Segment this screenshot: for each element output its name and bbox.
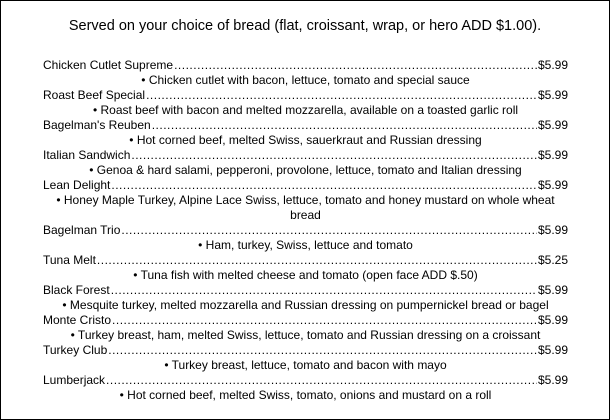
item-line bbox=[43, 178, 568, 193]
dot-leader bbox=[111, 283, 537, 298]
item-line bbox=[43, 223, 568, 238]
menu-item-black-forest bbox=[43, 283, 568, 313]
item-line bbox=[43, 118, 568, 133]
item-price: $5.99 bbox=[537, 373, 568, 387]
item-name: Italian Sandwich bbox=[43, 148, 131, 162]
item-name: Lean Delight bbox=[43, 178, 111, 192]
item-name: Lumberjack bbox=[43, 373, 106, 387]
item-name: Tuna Melt bbox=[43, 253, 96, 267]
item-line bbox=[43, 253, 568, 268]
bread-choice-heading: Served on your choice of bread (flat, croissant, wrap, or hero ADD $1.00). bbox=[68, 18, 542, 34]
item-line bbox=[43, 313, 568, 328]
menu-item-italian-sandwich bbox=[43, 148, 568, 178]
item-name: Black Forest bbox=[43, 283, 110, 297]
item-price: $5.99 bbox=[537, 88, 568, 102]
menu-item-bagelman-trio bbox=[43, 223, 568, 253]
menu-item-turkey-club bbox=[43, 343, 568, 373]
menu-item-bagelmans-reuben bbox=[43, 118, 568, 148]
dot-leader bbox=[108, 343, 537, 358]
item-description: • Mesquite turkey, melted mozzarella and Russian dressing on pumpernickel bread or bagel bbox=[62, 298, 549, 312]
item-line bbox=[43, 148, 568, 163]
item-price: $5.99 bbox=[537, 118, 568, 132]
item-price: $5.25 bbox=[537, 253, 568, 267]
item-price: $5.99 bbox=[537, 178, 568, 192]
item-name: Turkey Club bbox=[43, 343, 108, 357]
item-name: Bagelman's Reuben bbox=[43, 118, 151, 132]
item-description: • Ham, turkey, Swiss, lettuce and tomato bbox=[198, 238, 413, 252]
item-line bbox=[43, 88, 568, 103]
menu-item-chicken-cutlet-supreme bbox=[43, 58, 568, 88]
dot-leader bbox=[112, 313, 537, 328]
item-line bbox=[43, 58, 568, 73]
dot-leader bbox=[174, 58, 537, 73]
item-price: $5.99 bbox=[537, 343, 568, 357]
item-price: $5.99 bbox=[537, 313, 568, 327]
dot-leader bbox=[146, 88, 537, 103]
item-description: • Hot corned beef, melted Swiss, sauerkraut and Russian dressing bbox=[129, 133, 482, 147]
item-price: $5.99 bbox=[537, 58, 568, 72]
menu-item-lumberjack bbox=[43, 373, 568, 403]
menu-item-roast-beef-special bbox=[43, 88, 568, 118]
item-price: $5.99 bbox=[537, 283, 568, 297]
item-name: Monte Cristo bbox=[43, 313, 112, 327]
item-description: • Turkey breast, lettuce, tomato and bacon with mayo bbox=[164, 358, 447, 372]
dot-leader bbox=[97, 253, 537, 268]
menu-item-tuna-melt bbox=[43, 253, 568, 283]
item-description: • Roast beef with bacon and melted mozzarella, available on a toasted garlic roll bbox=[92, 103, 519, 117]
item-description: • Chicken cutlet with bacon, lettuce, tomato and special sauce bbox=[141, 73, 470, 87]
item-description: • Genoa & hard salami, pepperoni, provolone, lettuce, tomato and Italian dressing bbox=[89, 163, 522, 177]
item-line bbox=[43, 283, 568, 298]
dot-leader bbox=[152, 118, 537, 133]
item-price: $5.99 bbox=[537, 223, 568, 237]
item-line bbox=[43, 373, 568, 388]
menu-item-lean-delight bbox=[43, 178, 568, 223]
sandwich-menu-list bbox=[43, 58, 568, 403]
item-price: $5.99 bbox=[537, 148, 568, 162]
dot-leader bbox=[131, 148, 537, 163]
item-description: • Honey Maple Turkey, Alpine Lace Swiss, lettuce, tomato and honey mustard on whole wheat bread bbox=[56, 193, 555, 222]
item-line bbox=[43, 343, 568, 358]
item-name: Roast Beef Special bbox=[43, 88, 146, 102]
item-name: Bagelman Trio bbox=[43, 223, 121, 237]
item-name: Chicken Cutlet Supreme bbox=[43, 58, 174, 72]
dot-leader bbox=[121, 223, 537, 238]
item-description: • Tuna fish with melted cheese and tomato (open face ADD $.50) bbox=[133, 268, 478, 282]
menu-item-monte-cristo bbox=[43, 313, 568, 343]
item-description: • Turkey breast, ham, melted Swiss, lettuce, tomato and Russian dressing on a croissant bbox=[70, 328, 541, 342]
item-description: • Hot corned beef, melted Swiss, tomato, onions and mustard on a roll bbox=[119, 388, 492, 402]
dot-leader bbox=[111, 178, 537, 193]
dot-leader bbox=[106, 373, 537, 388]
